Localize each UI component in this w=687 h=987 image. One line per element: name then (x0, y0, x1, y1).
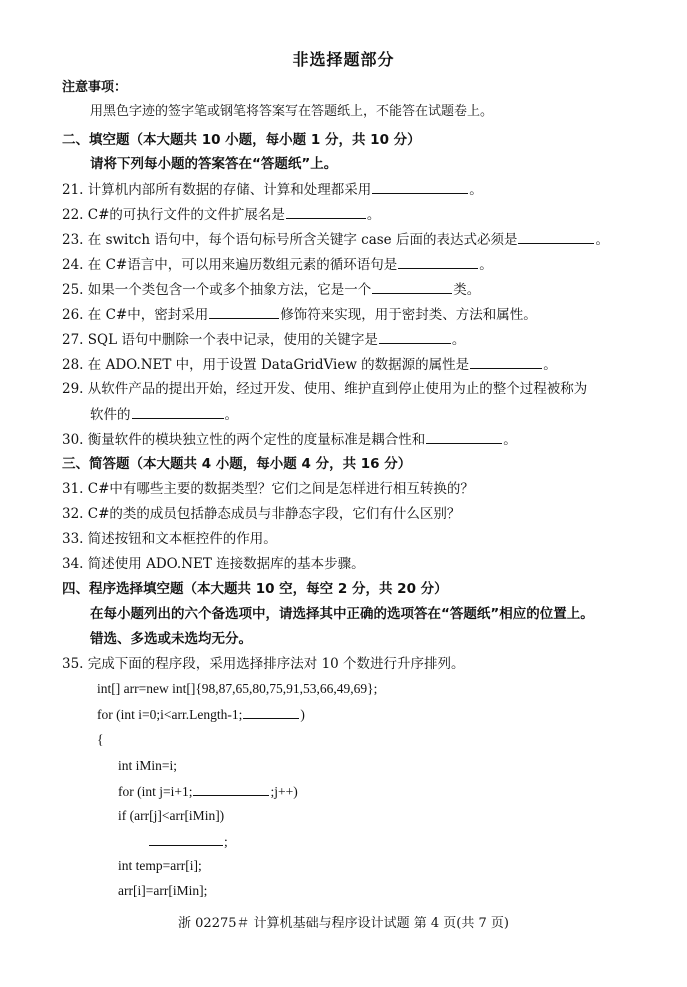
question-24 (62, 255, 493, 274)
question-number: 23. (62, 232, 84, 248)
answer-blank (372, 280, 452, 294)
code-text-end: ) (300, 707, 305, 722)
code-text: for (int i=0;i<arr.Length-1; (97, 707, 243, 722)
question-29-continued (90, 405, 238, 424)
notes-text: 用黑色字迹的签字笔或钢笔将答案写在答题纸上，不能答在试题卷上。 (90, 104, 494, 119)
code-line-6: if (arr[j]<arr[iMin]) (118, 808, 225, 823)
question-number: 28. (62, 357, 84, 373)
question-30 (62, 430, 517, 449)
section2-heading: 二、填空题（本大题共 10 小题，每小题 1 分，共 10 分） (62, 132, 421, 148)
question-text-end: 。 (224, 407, 238, 423)
question-text: 如果一个类包含一个或多个抽象方法，它是一个 (87, 282, 372, 298)
question-text: 衡量软件的模块独立性的两个定性的度量标准是耦合性和 (87, 432, 426, 448)
question-text: 计算机内部所有数据的存储、计算和处理都采用 (87, 182, 372, 198)
question-number: 34. (62, 556, 84, 572)
code-line-7 (148, 832, 228, 851)
question-33 (62, 530, 277, 548)
question-29 (62, 380, 587, 398)
answer-blank (193, 782, 269, 796)
question-text: SQL 语句中删除一个表中记录，使用的关键字是 (87, 332, 378, 348)
question-31 (62, 480, 474, 498)
question-34 (62, 555, 365, 573)
question-text-end: 。 (451, 332, 466, 348)
question-text: 在 C#语言中，可以用来遍历数组元素的循环语句是 (87, 257, 398, 273)
question-28 (62, 355, 557, 374)
question-text-end: 修饰符来实现，用于密封类、方法和属性。 (280, 307, 537, 323)
section4-instruction-2: 错选、多选或未选均无分。 (90, 631, 252, 647)
answer-blank (209, 305, 279, 319)
section3-heading: 三、简答题（本大题共 4 小题，每小题 4 分，共 16 分） (62, 456, 412, 472)
question-number: 35. (62, 656, 84, 672)
code-text-end: ;j++) (270, 784, 298, 799)
question-text-end: 。 (595, 232, 609, 248)
question-27 (62, 330, 465, 349)
question-21 (62, 180, 483, 199)
answer-blank (149, 832, 223, 846)
question-32 (62, 505, 460, 523)
code-line-5 (118, 782, 298, 801)
answer-blank (518, 230, 594, 244)
question-number: 31. (62, 481, 84, 497)
answer-blank (243, 705, 299, 719)
question-text-end: 。 (503, 432, 517, 448)
question-number: 33. (62, 531, 84, 547)
answer-blank (372, 180, 468, 194)
question-number: 30. (62, 432, 84, 448)
question-text: C#的可执行文件的文件扩展名是 (87, 207, 285, 223)
code-line-1: int[] arr=new int[]{98,87,65,80,75,91,53,66,49,69}; (97, 681, 378, 696)
code-line-2 (97, 705, 305, 724)
answer-blank (379, 330, 451, 344)
question-number: 24. (62, 257, 84, 273)
question-26 (62, 305, 537, 324)
question-text-end: 。 (366, 207, 381, 223)
question-text: 在 ADO.NET 中，用于设置 DataGridView 的数据源的属性是 (87, 357, 470, 373)
code-text-end: ; (224, 834, 228, 849)
question-text-end: 。 (543, 357, 557, 373)
question-text: 在 switch 语句中，每个语句标号所含关键字 case 后面的表达式必须是 (87, 232, 518, 248)
question-number: 25. (62, 282, 84, 298)
question-text-end: 。 (469, 182, 483, 198)
answer-blank (286, 205, 366, 219)
question-text-end: 。 (479, 257, 493, 273)
answer-blank (132, 405, 224, 419)
question-text-cont: 软件的 (90, 407, 131, 423)
question-22 (62, 205, 380, 224)
notes-heading: 注意事项： (62, 80, 128, 95)
answer-blank (470, 355, 542, 369)
code-line-9: arr[i]=arr[iMin]; (118, 883, 208, 898)
question-number: 32. (62, 506, 84, 522)
question-23 (62, 230, 609, 249)
question-text: 从软件产品的提出开始，经过开发、使用、维护直到停止使用为止的整个过程被称为 (87, 381, 588, 397)
question-text: 完成下面的程序段，采用选择排序法对 10 个数进行升序排列。 (87, 656, 465, 672)
question-text: 简述按钮和文本框控件的作用。 (87, 531, 277, 547)
code-line-4: int iMin=i; (118, 758, 177, 773)
question-number: 26. (62, 307, 84, 323)
section4-heading: 四、程序选择填空题（本大题共 10 空，每空 2 分，共 20 分） (62, 581, 448, 597)
page-footer: 浙 02275＃ 计算机基础与程序设计试题 第 4 页(共 7 页) (178, 916, 509, 931)
question-number: 22. (62, 207, 84, 223)
question-number: 27. (62, 332, 84, 348)
question-text: C#的类的成员包括静态成员与非静态字段，它们有什么区别？ (87, 506, 461, 522)
question-text: 在 C#中，密封采用 (87, 307, 209, 323)
page-title: 非选择题部分 (292, 50, 395, 69)
section4-instruction-1: 在每小题列出的六个备选项中，请选择其中正确的选项答在“答题纸”相应的位置上。 (90, 606, 594, 622)
question-35 (62, 655, 465, 673)
answer-blank (398, 255, 478, 269)
question-25 (62, 280, 480, 299)
section2-instruction: 请将下列每小题的答案答在“答题纸”上。 (90, 156, 338, 172)
code-line-3: { (97, 732, 104, 747)
question-number: 29. (62, 381, 84, 397)
answer-blank (426, 430, 502, 444)
code-text: for (int j=i+1; (118, 784, 193, 799)
question-text-end: 类。 (453, 282, 481, 298)
code-line-8: int temp=arr[i]; (118, 858, 202, 873)
question-number: 21. (62, 182, 84, 198)
question-text: 简述使用 ADO.NET 连接数据库的基本步骤。 (87, 556, 365, 572)
question-text: C#中有哪些主要的数据类型？它们之间是怎样进行相互转换的？ (87, 481, 474, 497)
